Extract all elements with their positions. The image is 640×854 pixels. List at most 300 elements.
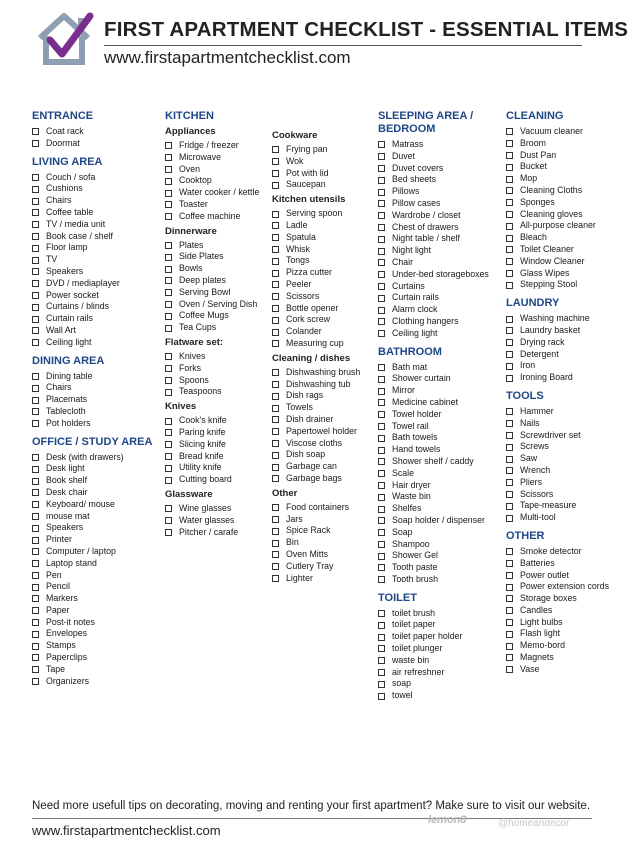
checkbox-icon[interactable] [378,236,385,243]
checkbox-icon[interactable] [506,607,513,614]
checkbox-icon[interactable] [506,270,513,277]
checklist-item[interactable] [272,473,372,485]
checklist-item[interactable] [165,199,267,211]
checkbox-icon[interactable] [32,513,39,520]
checkbox-icon[interactable] [32,397,39,404]
checkbox-icon[interactable] [378,458,385,465]
checklist-item[interactable] [272,449,372,461]
checkbox-icon[interactable] [272,540,279,547]
checklist-item[interactable] [272,414,372,426]
checkbox-icon[interactable] [32,454,39,461]
checklist-item[interactable] [506,546,632,558]
checkbox-icon[interactable] [378,517,385,524]
checkbox-icon[interactable] [32,489,39,496]
checklist-item[interactable] [165,287,267,299]
checkbox-icon[interactable] [506,176,513,183]
checkbox-icon[interactable] [32,408,39,415]
checklist-item[interactable] [506,605,632,617]
checklist-item[interactable] [378,210,500,222]
checklist-item[interactable] [272,561,372,573]
checklist-item[interactable] [378,515,500,527]
checkbox-icon[interactable] [378,435,385,442]
checkbox-icon[interactable] [506,420,513,427]
checklist-item[interactable] [378,480,500,492]
checkbox-icon[interactable] [272,258,279,265]
checkbox-icon[interactable] [506,282,513,289]
checkbox-icon[interactable] [32,619,39,626]
checklist-item[interactable] [506,477,632,489]
checkbox-icon[interactable] [272,317,279,324]
checkbox-icon[interactable] [32,584,39,591]
checkbox-icon[interactable] [272,381,279,388]
checklist-item[interactable] [506,406,632,418]
checklist-item[interactable] [165,322,267,334]
checkbox-icon[interactable] [506,595,513,602]
checkbox-icon[interactable] [32,198,39,205]
checkbox-icon[interactable] [506,654,513,661]
checkbox-icon[interactable] [272,329,279,336]
checkbox-icon[interactable] [378,506,385,513]
checklist-item[interactable] [32,325,158,337]
checklist-item[interactable] [506,325,632,337]
checkbox-icon[interactable] [165,418,172,425]
checkbox-icon[interactable] [272,146,279,153]
checklist-item[interactable] [378,328,500,340]
checklist-item[interactable] [165,175,267,187]
checklist-item[interactable] [378,678,500,690]
checkbox-icon[interactable] [378,634,385,641]
checklist-item[interactable] [378,281,500,293]
checkbox-icon[interactable] [506,467,513,474]
checklist-item[interactable] [165,375,267,387]
checklist-item[interactable] [378,233,500,245]
checkbox-icon[interactable] [378,307,385,314]
checkbox-icon[interactable] [32,233,39,240]
checkbox-icon[interactable] [506,187,513,194]
checkbox-icon[interactable] [378,553,385,560]
checkbox-icon[interactable] [506,152,513,159]
checklist-item[interactable] [32,290,158,302]
checkbox-icon[interactable] [378,248,385,255]
checkbox-icon[interactable] [378,388,385,395]
checkbox-icon[interactable] [378,411,385,418]
checkbox-icon[interactable] [165,254,172,261]
checkbox-icon[interactable] [165,477,172,484]
checkbox-icon[interactable] [378,283,385,290]
checkbox-icon[interactable] [165,441,172,448]
checklist-item[interactable] [165,310,267,322]
checklist-item[interactable] [32,581,158,593]
checkbox-icon[interactable] [378,645,385,652]
checkbox-icon[interactable] [165,313,172,320]
checklist-item[interactable] [378,139,500,151]
checklist-item[interactable] [378,631,500,643]
checklist-item[interactable] [32,487,158,499]
checkbox-icon[interactable] [272,464,279,471]
checkbox-icon[interactable] [272,440,279,447]
checklist-item[interactable] [378,316,500,328]
checklist-item[interactable] [32,242,158,254]
checklist-item[interactable] [165,351,267,363]
checkbox-icon[interactable] [32,478,39,485]
checklist-item[interactable] [32,463,158,475]
checkbox-icon[interactable] [378,318,385,325]
checklist-item[interactable] [165,527,267,539]
checklist-item[interactable] [272,514,372,526]
checklist-item[interactable] [272,232,372,244]
checklist-item[interactable] [272,390,372,402]
checkbox-icon[interactable] [272,270,279,277]
checklist-item[interactable] [378,562,500,574]
checklist-item[interactable] [506,628,632,640]
checkbox-icon[interactable] [32,385,39,392]
checkbox-icon[interactable] [506,432,513,439]
checklist-item[interactable] [506,581,632,593]
checklist-item[interactable] [506,500,632,512]
checklist-item[interactable] [32,499,158,511]
checklist-item[interactable] [378,409,500,421]
checklist-item[interactable] [32,126,158,138]
checkbox-icon[interactable] [165,142,172,149]
checklist-item[interactable] [378,245,500,257]
checkbox-icon[interactable] [506,199,513,206]
checklist-item[interactable] [32,207,158,219]
checkbox-icon[interactable] [378,259,385,266]
checklist-item[interactable] [272,220,372,232]
checklist-item[interactable] [378,362,500,374]
checkbox-icon[interactable] [272,516,279,523]
checkbox-icon[interactable] [506,408,513,415]
checkbox-icon[interactable] [165,201,172,208]
checkbox-icon[interactable] [378,669,385,676]
checkbox-icon[interactable] [378,177,385,184]
checkbox-icon[interactable] [506,444,513,451]
checklist-item[interactable] [506,209,632,221]
checklist-item[interactable] [506,138,632,150]
checkbox-icon[interactable] [272,504,279,511]
checklist-item[interactable] [506,453,632,465]
checklist-item[interactable] [32,313,158,325]
checkbox-icon[interactable] [506,164,513,171]
checklist-item[interactable] [378,174,500,186]
checkbox-icon[interactable] [32,128,39,135]
checklist-item[interactable] [506,279,632,291]
checklist-item[interactable] [378,491,500,503]
checklist-item[interactable] [378,655,500,667]
checklist-item[interactable] [378,186,500,198]
checklist-item[interactable] [272,244,372,256]
checkbox-icon[interactable] [378,212,385,219]
checkbox-icon[interactable] [378,610,385,617]
checkbox-icon[interactable] [165,453,172,460]
checkbox-icon[interactable] [272,428,279,435]
checkbox-icon[interactable] [272,170,279,177]
checklist-item[interactable] [506,372,632,384]
checklist-item[interactable] [506,441,632,453]
checklist-item[interactable] [272,426,372,438]
checkbox-icon[interactable] [506,631,513,638]
checklist-item[interactable] [272,303,372,315]
checklist-item[interactable] [378,456,500,468]
checkbox-icon[interactable] [32,174,39,181]
checklist-item[interactable] [32,337,158,349]
checkbox-icon[interactable] [378,693,385,700]
checkbox-icon[interactable] [506,128,513,135]
checkbox-icon[interactable] [165,301,172,308]
checklist-item[interactable] [32,382,158,394]
checkbox-icon[interactable] [378,200,385,207]
checklist-item[interactable] [506,465,632,477]
checkbox-icon[interactable] [272,211,279,218]
checkbox-icon[interactable] [272,452,279,459]
checklist-item[interactable] [32,219,158,231]
checkbox-icon[interactable] [165,377,172,384]
checklist-item[interactable] [378,444,500,456]
checkbox-icon[interactable] [32,631,39,638]
checklist-item[interactable] [32,172,158,184]
checkbox-icon[interactable] [272,246,279,253]
checkbox-icon[interactable] [165,529,172,536]
checkbox-icon[interactable] [272,305,279,312]
checkbox-icon[interactable] [32,548,39,555]
checkbox-icon[interactable] [32,501,39,508]
checklist-item[interactable] [272,525,372,537]
checkbox-icon[interactable] [272,293,279,300]
checkbox-icon[interactable] [506,548,513,555]
checkbox-icon[interactable] [378,576,385,583]
checklist-item[interactable] [165,415,267,427]
checkbox-icon[interactable] [378,141,385,148]
checklist-item[interactable] [165,462,267,474]
checklist-item[interactable] [165,240,267,252]
checkbox-icon[interactable] [378,541,385,548]
checklist-item[interactable] [32,570,158,582]
checklist-item[interactable] [378,385,500,397]
checkbox-icon[interactable] [32,245,39,252]
checkbox-icon[interactable] [378,681,385,688]
checkbox-icon[interactable] [506,584,513,591]
checkbox-icon[interactable] [165,154,172,161]
checkbox-icon[interactable] [378,153,385,160]
checklist-item[interactable] [32,593,158,605]
checklist-item[interactable] [32,628,158,640]
checklist-item[interactable] [506,150,632,162]
checkbox-icon[interactable] [378,482,385,489]
checklist-item[interactable] [165,503,267,515]
checklist-item[interactable] [272,144,372,156]
checkbox-icon[interactable] [378,470,385,477]
checklist-item[interactable] [165,439,267,451]
checkbox-icon[interactable] [32,304,39,311]
checklist-item[interactable] [272,255,372,267]
checkbox-icon[interactable] [378,564,385,571]
checkbox-icon[interactable] [506,339,513,346]
checklist-item[interactable] [272,338,372,350]
checklist-item[interactable] [32,452,158,464]
checklist-item[interactable] [378,373,500,385]
checkbox-icon[interactable] [165,289,172,296]
checkbox-icon[interactable] [506,211,513,218]
checkbox-icon[interactable] [506,223,513,230]
checklist-item[interactable] [272,379,372,391]
checklist-item[interactable] [32,231,158,243]
checklist-item[interactable] [378,432,500,444]
checkbox-icon[interactable] [165,242,172,249]
checklist-item[interactable] [506,232,632,244]
checklist-item[interactable] [165,386,267,398]
checkbox-icon[interactable] [272,416,279,423]
checklist-item[interactable] [272,279,372,291]
checklist-item[interactable] [272,168,372,180]
checklist-item[interactable] [506,593,632,605]
checkbox-icon[interactable] [32,140,39,147]
checkbox-icon[interactable] [32,280,39,287]
checkbox-icon[interactable] [378,295,385,302]
checklist-item[interactable] [165,152,267,164]
checklist-item[interactable] [506,349,632,361]
checklist-item[interactable] [378,397,500,409]
checkbox-icon[interactable] [506,572,513,579]
checklist-item[interactable] [378,163,500,175]
checkbox-icon[interactable] [378,399,385,406]
checklist-item[interactable] [378,292,500,304]
checkbox-icon[interactable] [32,221,39,228]
checklist-item[interactable] [378,151,500,163]
checklist-item[interactable] [32,183,158,195]
checklist-item[interactable] [32,558,158,570]
checklist-item[interactable] [165,427,267,439]
checklist-item[interactable] [32,278,158,290]
checklist-item[interactable] [378,619,500,631]
checklist-item[interactable] [272,438,372,450]
checkbox-icon[interactable] [32,373,39,380]
checklist-item[interactable] [32,534,158,546]
checklist-item[interactable] [378,304,500,316]
checklist-item[interactable] [506,652,632,664]
checkbox-icon[interactable] [272,340,279,347]
checklist-item[interactable] [32,394,158,406]
checkbox-icon[interactable] [378,330,385,337]
checkbox-icon[interactable] [378,423,385,430]
checkbox-icon[interactable] [378,271,385,278]
checklist-item[interactable] [506,558,632,570]
checkbox-icon[interactable] [32,292,39,299]
checkbox-icon[interactable] [378,364,385,371]
checklist-item[interactable] [378,468,500,480]
checklist-item[interactable] [32,546,158,558]
checklist-item[interactable] [32,266,158,278]
checkbox-icon[interactable] [32,466,39,473]
checklist-item[interactable] [378,503,500,515]
checklist-item[interactable] [506,512,632,524]
checklist-item[interactable] [506,313,632,325]
checkbox-icon[interactable] [506,140,513,147]
checkbox-icon[interactable] [32,268,39,275]
checklist-item[interactable] [165,211,267,223]
checklist-item[interactable] [378,269,500,281]
checklist-item[interactable] [506,173,632,185]
checklist-item[interactable] [32,652,158,664]
checkbox-icon[interactable] [506,375,513,382]
checklist-item[interactable] [272,461,372,473]
checklist-item[interactable] [506,640,632,652]
checklist-item[interactable] [165,474,267,486]
checklist-item[interactable] [272,291,372,303]
checklist-item[interactable] [32,301,158,313]
checklist-item[interactable] [32,664,158,676]
checklist-item[interactable] [272,537,372,549]
checklist-item[interactable] [506,337,632,349]
checkbox-icon[interactable] [378,447,385,454]
checklist-item[interactable] [272,402,372,414]
checkbox-icon[interactable] [506,316,513,323]
checklist-item[interactable] [272,326,372,338]
checkbox-icon[interactable] [32,654,39,661]
checkbox-icon[interactable] [165,465,172,472]
checklist-item[interactable] [272,208,372,220]
checklist-item[interactable] [165,451,267,463]
checklist-item[interactable] [378,527,500,539]
checkbox-icon[interactable] [32,560,39,567]
checkbox-icon[interactable] [32,257,39,264]
checkbox-icon[interactable] [272,158,279,165]
checkbox-icon[interactable] [506,235,513,242]
checkbox-icon[interactable] [506,503,513,510]
checkbox-icon[interactable] [32,595,39,602]
checkbox-icon[interactable] [165,166,172,173]
checkbox-icon[interactable] [165,213,172,220]
checklist-item[interactable] [506,430,632,442]
checklist-item[interactable] [378,574,500,586]
checkbox-icon[interactable] [32,339,39,346]
checkbox-icon[interactable] [32,643,39,650]
checkbox-icon[interactable] [378,224,385,231]
checkbox-icon[interactable] [165,365,172,372]
checkbox-icon[interactable] [32,316,39,323]
checkbox-icon[interactable] [165,517,172,524]
checklist-item[interactable] [32,605,158,617]
checkbox-icon[interactable] [272,222,279,229]
checklist-item[interactable] [32,371,158,383]
checkbox-icon[interactable] [165,325,172,332]
checklist-item[interactable] [32,254,158,266]
checklist-item[interactable] [378,539,500,551]
checklist-item[interactable] [272,573,372,585]
checkbox-icon[interactable] [506,246,513,253]
checklist-item[interactable] [506,418,632,430]
checklist-item[interactable] [272,549,372,561]
checklist-item[interactable] [165,164,267,176]
checklist-item[interactable] [506,256,632,268]
checkbox-icon[interactable] [165,190,172,197]
checkbox-icon[interactable] [272,393,279,400]
checkbox-icon[interactable] [165,178,172,185]
checklist-item[interactable] [506,664,632,676]
checklist-item[interactable] [272,502,372,514]
checklist-item[interactable] [32,522,158,534]
checklist-item[interactable] [272,367,372,379]
checkbox-icon[interactable] [272,182,279,189]
checklist-item[interactable] [506,489,632,501]
checkbox-icon[interactable] [378,189,385,196]
checklist-item[interactable] [506,268,632,280]
checkbox-icon[interactable] [506,619,513,626]
checklist-item[interactable] [32,676,158,688]
checklist-item[interactable] [32,195,158,207]
checkbox-icon[interactable] [378,494,385,501]
checkbox-icon[interactable] [32,572,39,579]
checkbox-icon[interactable] [378,622,385,629]
